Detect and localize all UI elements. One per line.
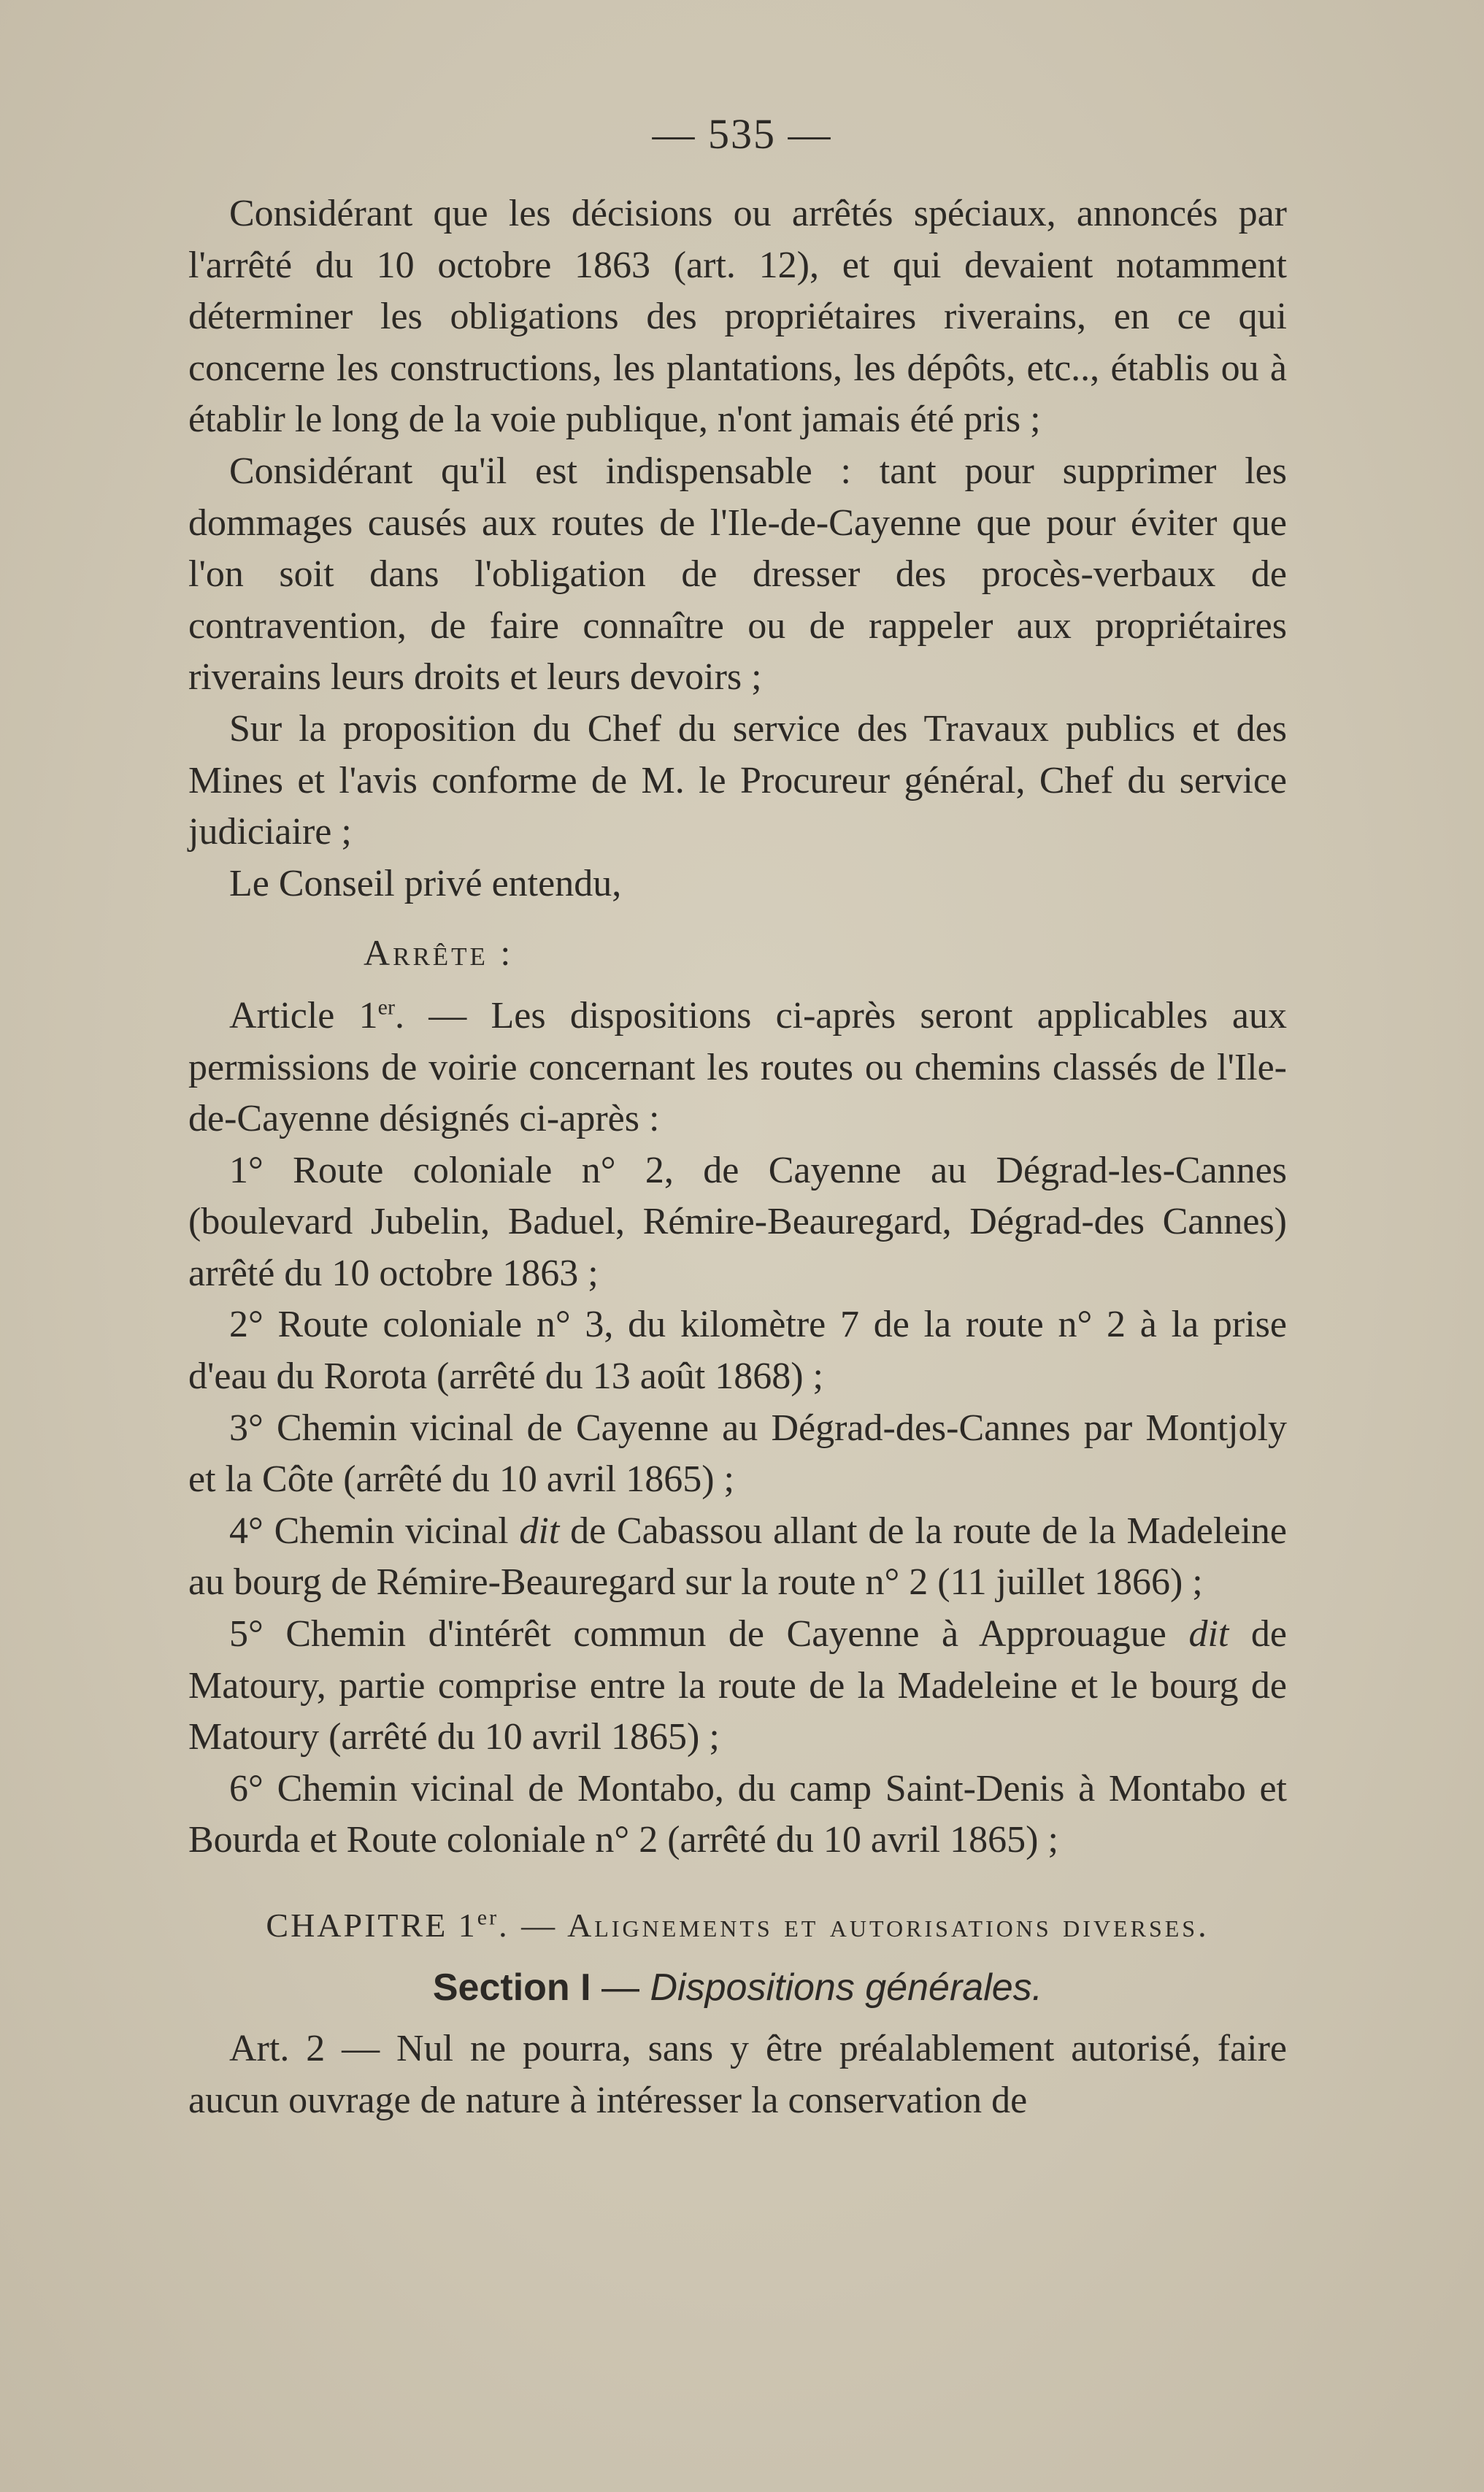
list-item-1: 1° Route coloniale n° 2, de Cayenne au Dégrad-les-Cannes (boulevard Jubelin, Baduel, Rémire-Beauregard, Dégrad-des Cannes) arrêté du 10 octobre 1863 ; xyxy=(188,1149,1287,1294)
chapter-sup: er xyxy=(477,1905,499,1930)
article-2: Art. 2 — Nul ne pourra, sans y être préalablement autorisé, faire aucun ouvrage de nature à intéresser la conservation de xyxy=(188,2028,1287,2121)
paragraph-considerant-1: Considérant que les décisions ou arrêtés spéciaux, annoncés par l'arrêté du 10 octobre 1863 (art. 12), et qui devaient notamment déterminer les obligations des propriétaires riverains, en ce qui concerne les constructions, les plantations, les dépôts, etc.., établis ou à établir le long de la voie publique, n'ont jamais été pris ; xyxy=(188,193,1287,441)
list-item-5-start: 5° Chemin d'intérêt commun de Cayenne à Approuague xyxy=(229,1613,1189,1655)
article-1-number: Article 1 xyxy=(229,994,378,1037)
page-number: — 535 — xyxy=(652,110,832,158)
article-1-text: . — Les dispositions ci-après seront applicables aux permissions de voirie concernant les routes ou chemins classés de l'Ile-de-Cayenne désignés ci-après : xyxy=(188,994,1287,1140)
section-label: Section I xyxy=(432,1966,591,2009)
chapter-title: . — Alignements et autorisations diverses. xyxy=(499,1907,1210,1944)
list-item-4-dit: dit xyxy=(519,1510,560,1552)
list-item-3: 3° Chemin vicinal de Cayenne au Dégrad-des-Cannes par Montjoly et la Côte (arrêté du 10 avril 1865) ; xyxy=(188,1407,1287,1501)
list-item-4-end: de Cabassou allant de la route de la Madeleine au bourg de Rémire-Beauregard sur la route n° 2 (11 juillet 1866) ; xyxy=(188,1510,1287,1604)
list-item-5-end: de Matoury, partie comprise entre la route de la Madeleine et le bourg de Matoury (arrêté du 10 avril 1865) ; xyxy=(188,1613,1287,1758)
list-item-5 xyxy=(188,1609,1287,1764)
article-1 xyxy=(188,991,1287,1145)
paragraph-considerant-2: Considérant qu'il est indispensable : tant pour supprimer les dommages causés aux routes de l'Ile-de-Cayenne que pour éviter que l'on soit dans l'obligation de dresser des procès-verbaux de contravention, de faire connaître ou de rappeler aux propriétaires riverains leurs droits et leurs devoirs ; xyxy=(188,450,1287,699)
section-title: Dispositions générales. xyxy=(650,1966,1043,2009)
list-item-2: 2° Route coloniale n° 3, du kilomètre 7 de la route n° 2 à la prise d'eau du Rorota (arrêté du 13 août 1868) ; xyxy=(188,1304,1287,1398)
list-item-5-dit: dit xyxy=(1188,1613,1229,1655)
body-text xyxy=(188,188,1287,2126)
list-item-6: 6° Chemin vicinal de Montabo, du camp Saint-Denis à Montabo et Bourda et Route coloniale n° 2 (arrêté du 10 avril 1865) ; xyxy=(188,1767,1287,1861)
arrete-heading: Arrête : xyxy=(364,932,514,974)
list-item-4-start: 4° Chemin vicinal xyxy=(229,1510,520,1552)
paragraph-conseil: Le Conseil privé entendu, xyxy=(229,862,622,904)
chapter-label: CHAPITRE 1 xyxy=(266,1907,477,1944)
section-heading: Section I — Dispositions générales. xyxy=(432,1966,1043,2009)
article-1-sup: er xyxy=(377,995,395,1020)
paragraph-proposition: Sur la proposition du Chef du service des Travaux publics et des Mines et l'avis conforme de M. le Procureur général, Chef du service judiciaire ; xyxy=(188,707,1287,853)
list-item-4 xyxy=(188,1506,1287,1609)
chapter-heading xyxy=(188,1900,1287,1952)
